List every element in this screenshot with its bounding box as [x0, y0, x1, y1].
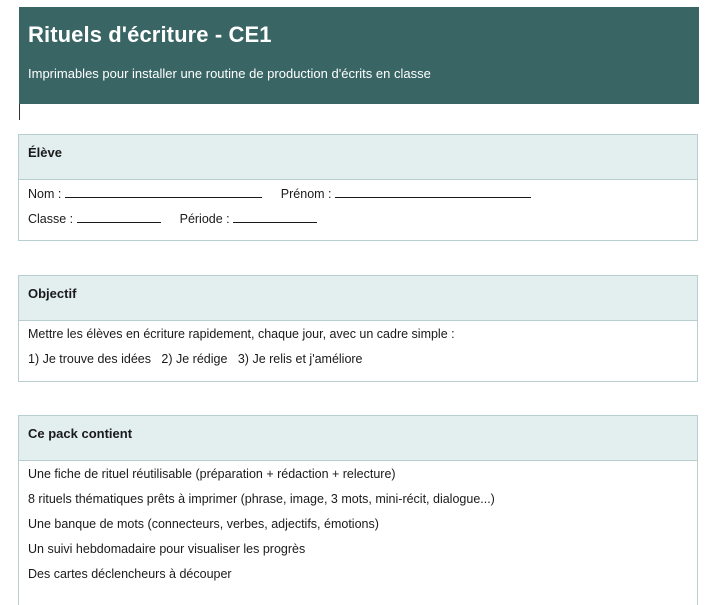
list-item: 8 rituels thématiques prêts à imprimer (phrase, image, 3 mots, mini-récit, dialogue...)	[28, 492, 495, 506]
list-item: Une banque de mots (connecteurs, verbes, adjectifs, émotions)	[28, 517, 379, 531]
step-item: 3) Je relis et j'améliore	[237, 352, 363, 366]
name-row	[28, 186, 531, 201]
periode-label: Période :	[179, 212, 230, 226]
objectif-section-header	[19, 276, 697, 321]
title-banner	[19, 7, 699, 104]
eleve-heading: Élève	[28, 145, 62, 160]
list-item: Des cartes déclencheurs à découper	[28, 567, 232, 581]
page-subtitle: Imprimables pour installer une routine de production d'écrits en classe	[28, 66, 431, 81]
class-row	[28, 211, 317, 226]
nom-label: Nom :	[28, 187, 62, 201]
list-item: Un suivi hebdomadaire pour visualiser les progrès	[28, 542, 306, 556]
objectif-steps	[28, 352, 363, 366]
objectif-heading: Objectif	[28, 286, 77, 301]
step-item: 1) Je trouve des idées	[28, 352, 151, 366]
eleve-section-header	[19, 135, 697, 180]
objectif-text: Mettre les élèves en écriture rapidement, chaque jour, avec un cadre simple :	[28, 327, 455, 341]
list-item: Une fiche de rituel réutilisable (préparation + rédaction + relecture)	[28, 467, 396, 481]
eleve-section	[18, 134, 698, 241]
prenom-field[interactable]	[335, 186, 531, 198]
pack-section-header	[19, 416, 697, 461]
text-cursor	[19, 104, 20, 120]
prenom-label: Prénom :	[280, 187, 332, 201]
step-item: 2) Je rédige	[161, 352, 228, 366]
page-title: Rituels d'écriture - CE1	[28, 22, 272, 47]
classe-field[interactable]	[77, 211, 161, 223]
periode-field[interactable]	[233, 211, 317, 223]
pack-section	[18, 415, 698, 605]
objectif-section	[18, 275, 698, 382]
classe-label: Classe :	[28, 212, 74, 226]
nom-field[interactable]	[65, 186, 262, 198]
pack-heading: Ce pack contient	[28, 426, 133, 441]
